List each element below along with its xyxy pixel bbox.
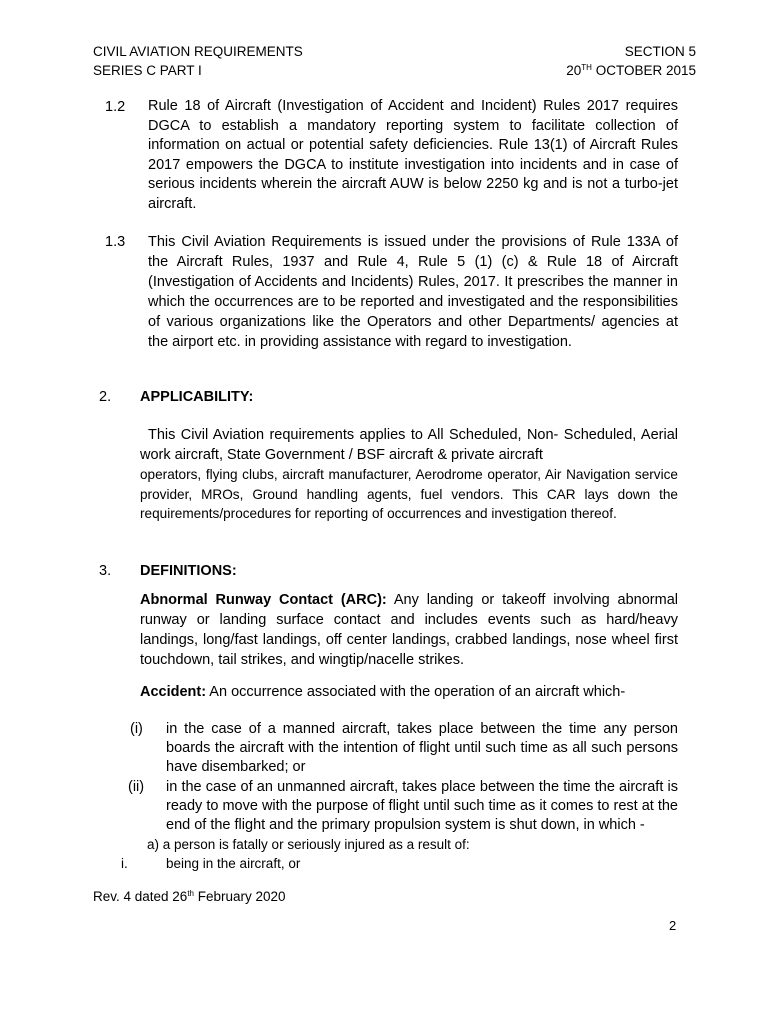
definition-accident xyxy=(140,682,678,702)
header-date: 20TH OCTOBER 2015 xyxy=(566,63,696,78)
applicability-text xyxy=(140,425,678,524)
para-1-3-number: 1.3 xyxy=(105,234,126,250)
para-1-2-number: 1.2 xyxy=(105,99,126,115)
list-item-i-text: in the case of a manned aircraft, takes place between the time any person boards the aircraft with the intention of flight until such time as all such persons have disembarked; or xyxy=(166,721,678,775)
sub-item-i-number: i. xyxy=(121,856,128,871)
revision-note: Rev. 4 dated 26th February 2020 xyxy=(93,889,286,904)
header-series: SERIES C PART I xyxy=(93,63,202,78)
header-right xyxy=(566,42,696,80)
applicability-line1: This Civil Aviation requirements applies to All Scheduled, Non- Scheduled, Aerial work aircraft, State Government / BSF aircraft & private aircraft xyxy=(140,427,678,463)
section-2-number: 2. xyxy=(99,389,112,405)
sub-item-i-text: being in the aircraft, or xyxy=(166,856,301,871)
definition-arc-text: Any landing or takeoff involving abnormal runway or landing surface contact and includes events such as hard/heavy landings, long/fast landings, off center landings, crabbed landings, nose wheel first touchdown, tail strikes, and wingtip/nacelle strikes. xyxy=(140,592,678,668)
definition-accident-text: An occurrence associated with the operation of an aircraft which- xyxy=(206,684,626,700)
sub-item-a: a) a person is fatally or seriously injured as a result of: xyxy=(147,837,470,852)
page-number: 2 xyxy=(669,918,677,933)
definition-arc xyxy=(140,590,678,670)
section-3-number: 3. xyxy=(99,563,112,579)
list-item-ii-text: in the case of an unmanned aircraft, takes place between the time the aircraft is ready to move with the purpose of flight until such time as it comes to rest at the end of the flight and the primary propulsion system is shut down, in which - xyxy=(166,779,678,833)
header-section: SECTION 5 xyxy=(624,44,696,59)
header-title: CIVIL AVIATION REQUIREMENTS xyxy=(93,44,303,59)
list-item-ii-number: (ii) xyxy=(128,779,145,795)
header-left xyxy=(93,42,303,80)
section-3-heading: DEFINITIONS: xyxy=(140,563,237,579)
list-item-i-number: (i) xyxy=(130,721,143,737)
definition-arc-term: Abnormal Runway Contact (ARC): xyxy=(140,592,387,608)
para-1-3-text: This Civil Aviation Requirements is issued under the provisions of Rule 133A of the Aircraft Rules, 1937 and Rule 4, Rule 5 (1) (c) & Rule 18 of Aircraft (Investigation of Accidents and Incidents) Rules, 2017. It prescribes the manner in which the occurrences are to be reported and investigated and the responsibilities of various organizations like the Operators and other Departments/ agencies at the airport etc. in providing assistance with regard to investigation. xyxy=(148,234,678,350)
section-2-heading: APPLICABILITY: xyxy=(140,389,254,405)
applicability-line2: operators, flying clubs, aircraft manufacturer, Aerodrome operator, Air Navigation service provider, MROs, Ground handling agents, fuel vendors. This CAR lays down the requirements/procedures for reporting of occurrences and investigation thereof. xyxy=(140,467,678,521)
definition-accident-term: Accident: xyxy=(140,684,207,700)
para-1-2-text: Rule 18 of Aircraft (Investigation of Accident and Incident) Rules 2017 requires DGCA to establish a mandatory reporting system to facilitate collection of information on actual or potential safety deficiencies. Rule 13(1) of Aircraft Rules 2017 empowers the DGCA to institute investigation into incidents and in case of serious incidents wherein the aircraft AUW is below 2250 kg and is not a turbo-jet aircraft. xyxy=(148,98,678,212)
